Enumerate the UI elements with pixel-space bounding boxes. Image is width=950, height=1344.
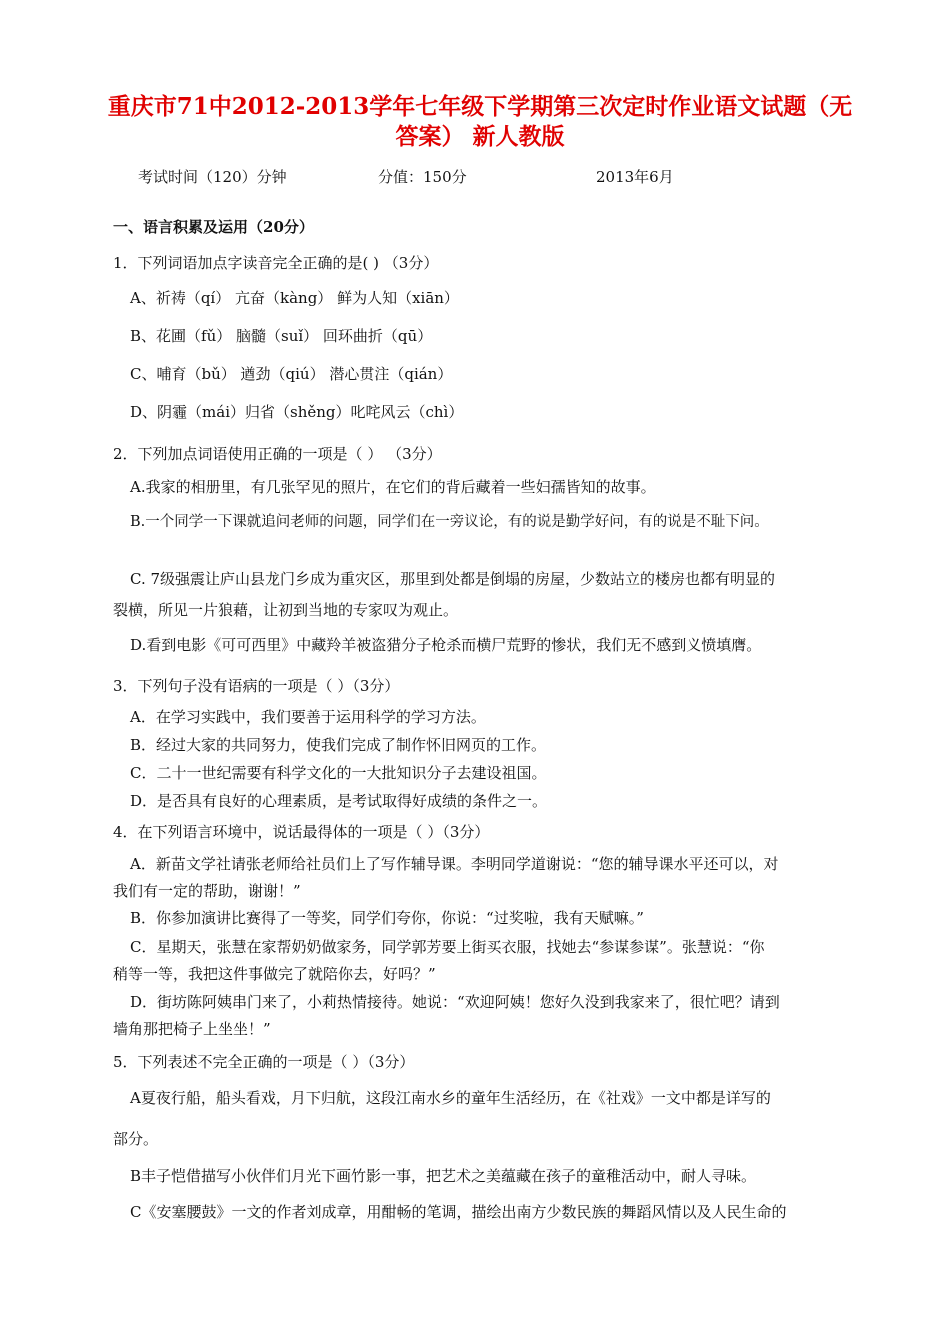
question-5-option-a-line1: A夏夜行船，船头看戏，月下归航，这段江南水乡的童年生活经历，在《社戏》一文中都是详写的 [130, 1089, 771, 1107]
question-4-option-a-line1: A．新苗文学社请张老师给社员们上了写作辅导课。李明同学道谢说：“您的辅导课水平还可以，对 [130, 855, 779, 873]
question-2-option-b: B.一个同学一下课就追问老师的问题，同学们在一旁议论，有的说是勤学好问，有的说是不耻下问。 [130, 514, 769, 530]
question-5-option-a-line2: 部分。 [113, 1130, 159, 1148]
question-5-stem: 5．下列表述不完全正确的一项是（ ）（3分） [113, 1053, 415, 1071]
question-3-option-c: C．二十一世纪需要有科学文化的一大批知识分子去建设祖国。 [130, 764, 547, 782]
question-4-option-a-line2: 我们有一定的帮助，谢谢！” [113, 882, 301, 900]
question-4-option-d-line1: D．街坊陈阿姨串门来了，小莉热情接待。她说：“欢迎阿姨！您好久没到我家来了，很忙吧？请到 [130, 993, 780, 1011]
question-2-option-c-line2: 裂横，所见一片狼藉，让初到当地的专家叹为观止。 [113, 601, 459, 619]
question-2-stem: 2．下列加点词语使用正确的一项是（ ） （3分） [113, 445, 442, 463]
question-5-option-c: C《安塞腰鼓》一文的作者刘成章，用酣畅的笔调，描绘出南方少数民族的舞蹈风情以及人民生命的 [130, 1203, 787, 1221]
question-4-option-c-line1: C．星期天，张慧在家帮奶奶做家务，同学郭芳要上街买衣服，找她去“参谋参谋”。张慧说：“你 [130, 938, 765, 956]
question-2-option-a: A.我家的相册里，有几张罕见的照片，在它们的背后藏着一些妇孺皆知的故事。 [130, 478, 656, 496]
question-3-stem: 3．下列句子没有语病的一项是（ ）（3分） [113, 677, 400, 695]
exam-date: 2013年6月 [596, 168, 674, 186]
question-1-stem: 1．下列词语加点字读音完全正确的是( ) （3分） [113, 254, 439, 272]
page-title: 重庆市71中2012-2013学年七年级下学期第三次定时作业语文试题（无答案） 新人教版 [107, 93, 853, 150]
question-1-option-c: C、哺育（bǔ） 遒劲（qiú） 潜心贯注（qián） [130, 365, 453, 383]
question-3-option-b: B．经过大家的共同努力，使我们完成了制作怀旧网页的工作。 [130, 736, 547, 754]
question-3-option-d: D．是否具有良好的心理素质，是考试取得好成绩的条件之一。 [130, 792, 548, 810]
question-2-option-c-line1: C. 7级强震让庐山县龙门乡成为重灾区，那里到处都是倒塌的房屋，少数站立的楼房也都有明显的 [130, 570, 776, 588]
exam-score: 分值：150分 [378, 168, 467, 186]
question-4-stem: 4．在下列语言环境中，说话最得体的一项是（ ）（3分） [113, 823, 490, 841]
question-1-option-b: B、花圃（fǔ） 脑髓（suǐ） 回环曲折（qū） [130, 327, 433, 345]
question-5-option-b: B丰子恺借描写小伙伴们月光下画竹影一事，把艺术之美蕴藏在孩子的童稚活动中，耐人寻味。 [130, 1167, 757, 1185]
question-2-option-d: D.看到电影《可可西里》中藏羚羊被盗猎分子枪杀而横尸荒野的惨状，我们无不感到义愤填膺。 [130, 636, 762, 654]
question-4-option-d-line2: 墙角那把椅子上坐坐！” [113, 1020, 271, 1038]
question-4-option-c-line2: 稍等一等，我把这件事做完了就陪你去，好吗？” [113, 965, 436, 983]
question-1-option-d: D、阴霾（mái）归省（shěng）叱咤风云（chì） [130, 403, 464, 421]
section-heading: 一、语言积累及运用（20分） [113, 218, 314, 236]
exam-time: 考试时间（120）分钟 [138, 168, 287, 186]
question-4-option-b: B．你参加演讲比赛得了一等奖，同学们夸你，你说：“过奖啦，我有天赋嘛。” [130, 909, 644, 927]
question-3-option-a: A．在学习实践中，我们要善于运用科学的学习方法。 [130, 708, 486, 726]
question-1-option-a: A、祈祷（qí） 亢奋（kàng） 鲜为人知（xiān） [130, 289, 459, 307]
